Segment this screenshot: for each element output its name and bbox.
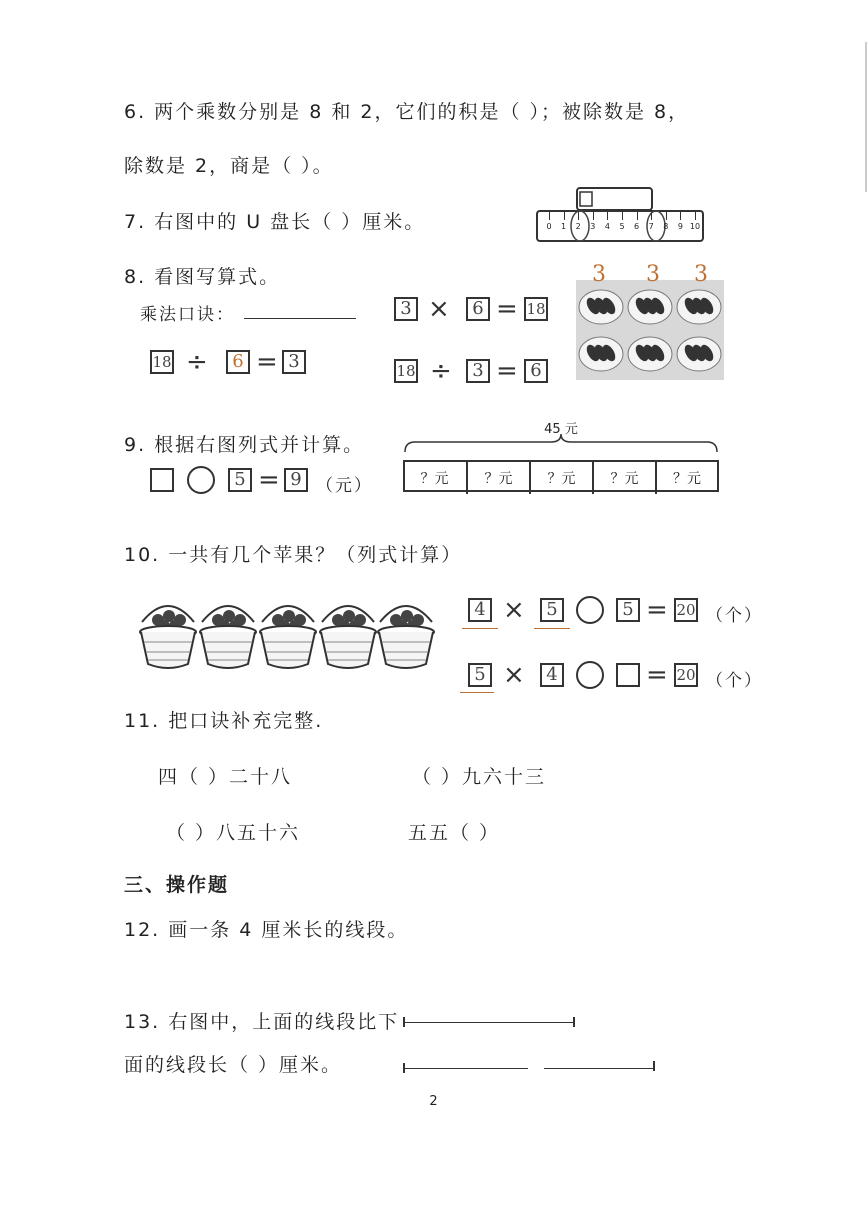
hw-underline (460, 692, 494, 693)
q10-eq2-b: 4 (546, 664, 558, 685)
q8-eq1-c: 18 (526, 300, 546, 318)
plate-mark-3: 3 (694, 262, 708, 287)
plate-mark-1: 3 (592, 262, 606, 287)
apple-baskets-figure (138, 596, 438, 674)
ruler-tick (651, 212, 652, 220)
ruler-tick (666, 212, 667, 220)
ruler-tick-label: 9 (677, 222, 683, 231)
bar-cell: ？元 (592, 462, 655, 494)
q10-eq2-d: 20 (676, 666, 696, 684)
ruler-tick (680, 212, 681, 220)
q10-eq1-unit: （个） (706, 606, 763, 626)
q9-box-a[interactable] (150, 468, 174, 492)
q8-eq2-b: 6 (232, 351, 244, 372)
basket (200, 606, 256, 668)
q8-eq1-b: 6 (472, 298, 484, 319)
koujue-item: （ ）九六十三 (412, 766, 547, 788)
hw-underline (534, 628, 570, 629)
page-number: 2 (429, 1094, 438, 1109)
q11-title: 11. 把口诀补充完整. (124, 710, 324, 732)
q10-eq1-c: 5 (622, 599, 634, 620)
ruler-tick-label: 8 (663, 222, 669, 231)
basket (320, 606, 376, 668)
ruler-tick (695, 212, 696, 220)
usb-ruler-figure (535, 185, 705, 245)
bar-cell: ？元 (655, 462, 717, 494)
q8-eq2-c: 3 (288, 351, 300, 372)
ruler-tick-label: 6 (634, 222, 640, 231)
q13-line1: 13. 右图中，上面的线段比下 (124, 1011, 400, 1033)
q10-eq2-unit: （个） (706, 671, 763, 691)
q9-title: 9. 根据右图列式并计算。 (124, 434, 365, 456)
q9-eq: = (258, 465, 280, 495)
q10-eq1-a: 4 (474, 599, 486, 620)
bar-strip (403, 460, 719, 492)
q8-eq2-a: 18 (152, 353, 172, 371)
bar-cell: ？元 (529, 462, 592, 494)
ruler-tick (637, 212, 638, 220)
q10-title: 10. 一共有几个苹果？（列式计算） (124, 544, 463, 566)
q8-eq1-a: 3 (400, 298, 412, 319)
ruler-tick (593, 212, 594, 220)
q8-eq3-eq: = (496, 356, 518, 386)
basket (140, 606, 196, 668)
ruler-tick-label: 0 (546, 222, 552, 231)
upper-segment (404, 1022, 574, 1023)
segment-tick (403, 1063, 405, 1073)
q10-eq1-circle[interactable] (576, 596, 604, 624)
plate-row-1 (579, 290, 721, 324)
ruler-tick (578, 212, 579, 220)
segment-tick (573, 1017, 575, 1027)
koujue-item: （ ）八五十六 (166, 822, 301, 844)
q12-text: 12. 画一条 4 厘米长的线段。 (124, 919, 409, 941)
q8-title: 8. 看图写算式。 (124, 266, 281, 288)
bar-cell: ？元 (420, 471, 449, 487)
q8-eq3-op: ÷ (430, 356, 452, 386)
koujue-item: 五五（ ） (408, 822, 501, 844)
q9-b: 5 (234, 469, 246, 490)
q10-eq2-a: 5 (474, 664, 486, 685)
q8-eq1-op: × (428, 294, 450, 324)
hw-underline (462, 628, 498, 629)
q8-eq3-b: 3 (472, 360, 484, 381)
bar-cell: ？元 (466, 462, 529, 494)
lower-segment-part1 (404, 1068, 528, 1069)
koujue-label: 乘法口诀： (140, 305, 235, 325)
q9-unit: （元） (316, 476, 373, 496)
total-label: 45 元 (544, 422, 578, 437)
ruler-tick (607, 212, 608, 220)
q10-eq1-eq: = (646, 595, 668, 625)
ruler-tick-label: 2 (575, 222, 581, 231)
q7-text: 7. 右图中的 U 盘长（ ）厘米。 (124, 211, 426, 233)
ruler-tick-label: 3 (590, 222, 596, 231)
section3-title: 三、操作题 (124, 874, 230, 896)
ruler-tick-label: 1 (561, 222, 567, 231)
q8-eq3-a: 18 (396, 362, 416, 380)
segment-tick (403, 1017, 405, 1027)
ruler-tick-label: 10 (689, 222, 701, 231)
q8-eq2-op: ÷ (186, 347, 208, 377)
ruler-tick (622, 212, 623, 220)
plate-mark-2: 3 (646, 262, 660, 287)
q9-c: 9 (290, 469, 302, 490)
usb-drive-cap (580, 192, 592, 206)
q10-eq2-circle[interactable] (576, 661, 604, 689)
q10-eq1-d: 20 (676, 601, 696, 619)
baskets-svg (138, 596, 438, 674)
q9-op-circle[interactable] (187, 466, 215, 494)
eggplant-plates-figure (576, 262, 724, 380)
segment-tick (653, 1061, 655, 1071)
q8-eq1-eq: = (496, 294, 518, 324)
plate-row-2 (579, 337, 721, 371)
q8-eq2-eq: = (256, 347, 278, 377)
ruler-tick-label: 5 (619, 222, 625, 231)
basket (260, 606, 316, 668)
brace-svg (403, 432, 719, 454)
q9-bar-diagram (403, 418, 719, 496)
q10-eq2-eq: = (646, 660, 668, 690)
q8-eq3-c: 6 (530, 360, 542, 381)
koujue-blank[interactable] (244, 318, 356, 319)
lower-segment-part2 (544, 1068, 654, 1069)
q10-eq2-box-c[interactable] (616, 663, 640, 687)
ruler-tick (549, 212, 550, 220)
koujue-item: 四（ ）二十八 (158, 766, 293, 788)
basket (378, 606, 434, 668)
q6-line2: 除数是 2，商是（ ）。 (124, 155, 334, 177)
q6-line1: 6. 两个乘数分别是 8 和 2，它们的积是（ ）；被除数是 8， (124, 101, 690, 123)
q10-eq1-op: × (503, 595, 525, 625)
ruler-tick-label: 7 (648, 222, 654, 231)
ruler-tick-label: 4 (604, 222, 610, 231)
q10-eq2-op: × (503, 660, 525, 690)
q13-line2: 面的线段长（ ）厘米。 (124, 1054, 343, 1076)
ruler-tick (564, 212, 565, 220)
q10-eq1-b: 5 (546, 599, 558, 620)
